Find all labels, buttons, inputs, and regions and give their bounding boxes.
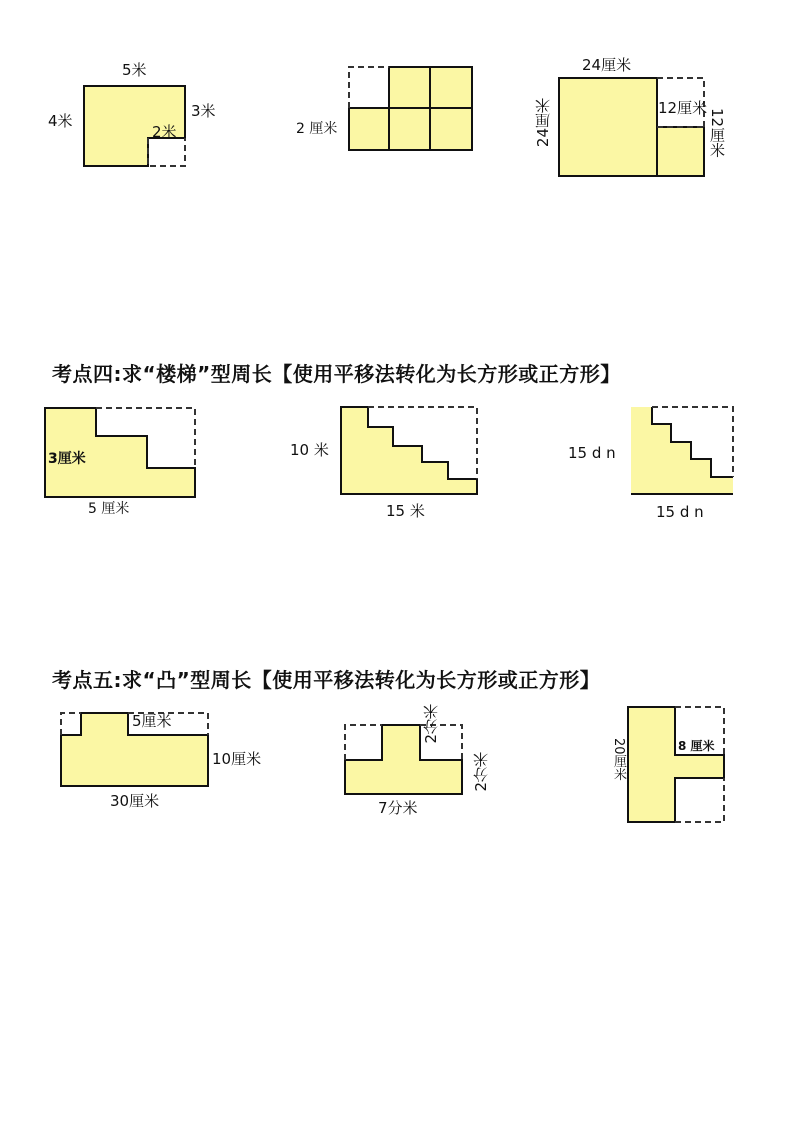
label-arm: 8 厘米 xyxy=(678,739,715,753)
label-width: 15 米 xyxy=(386,502,425,520)
label-big-left: 24厘米 xyxy=(534,98,552,148)
label-small-top: 12厘米 xyxy=(658,99,708,117)
staircase-2-shape xyxy=(338,404,483,498)
staircase-3-shape xyxy=(628,404,740,498)
label-height: 3厘米 xyxy=(48,451,86,467)
label-width: 15 d n xyxy=(656,503,704,521)
label-height: 10厘米 xyxy=(212,750,262,768)
label-width: 30厘米 xyxy=(110,792,160,810)
label-square-side: 2 厘米 xyxy=(296,121,338,137)
figure-convex-2 xyxy=(342,722,467,798)
section4-heading: 考点四:求“楼梯”型周长【使用平移法转化为长方形或正方形】 xyxy=(52,362,621,386)
label-inner: 2米 xyxy=(152,123,177,141)
figure-square-grid xyxy=(346,63,476,153)
convex-2-shape xyxy=(342,722,467,798)
two-squares-shape xyxy=(556,75,716,180)
figure-staircase-3 xyxy=(628,404,740,498)
label-top: 5米 xyxy=(122,61,147,79)
label-height: 15 d n xyxy=(568,444,616,462)
convex-3-shape xyxy=(625,704,731,826)
label-right-height: 2分米 xyxy=(472,752,490,792)
label-step: 5厘米 xyxy=(132,712,172,730)
figure-staircase-2 xyxy=(338,404,483,498)
figure-convex-3 xyxy=(625,704,731,826)
square-grid-shape xyxy=(346,63,476,153)
label-right: 3米 xyxy=(191,102,216,120)
label-width: 5 厘米 xyxy=(88,501,130,517)
label-small-right: 12厘米 xyxy=(708,108,726,158)
label-big-top: 24厘米 xyxy=(582,56,632,74)
section5-heading: 考点五:求“凸”型周长【使用平移法转化为长方形或正方形】 xyxy=(52,668,601,692)
label-width: 7分米 xyxy=(378,799,418,817)
label-height: 10 米 xyxy=(290,441,329,459)
figure-two-squares xyxy=(556,75,716,180)
label-height: 20厘米 xyxy=(611,738,626,781)
label-top-step: 2分米 xyxy=(422,704,440,744)
label-left: 4米 xyxy=(48,112,73,130)
